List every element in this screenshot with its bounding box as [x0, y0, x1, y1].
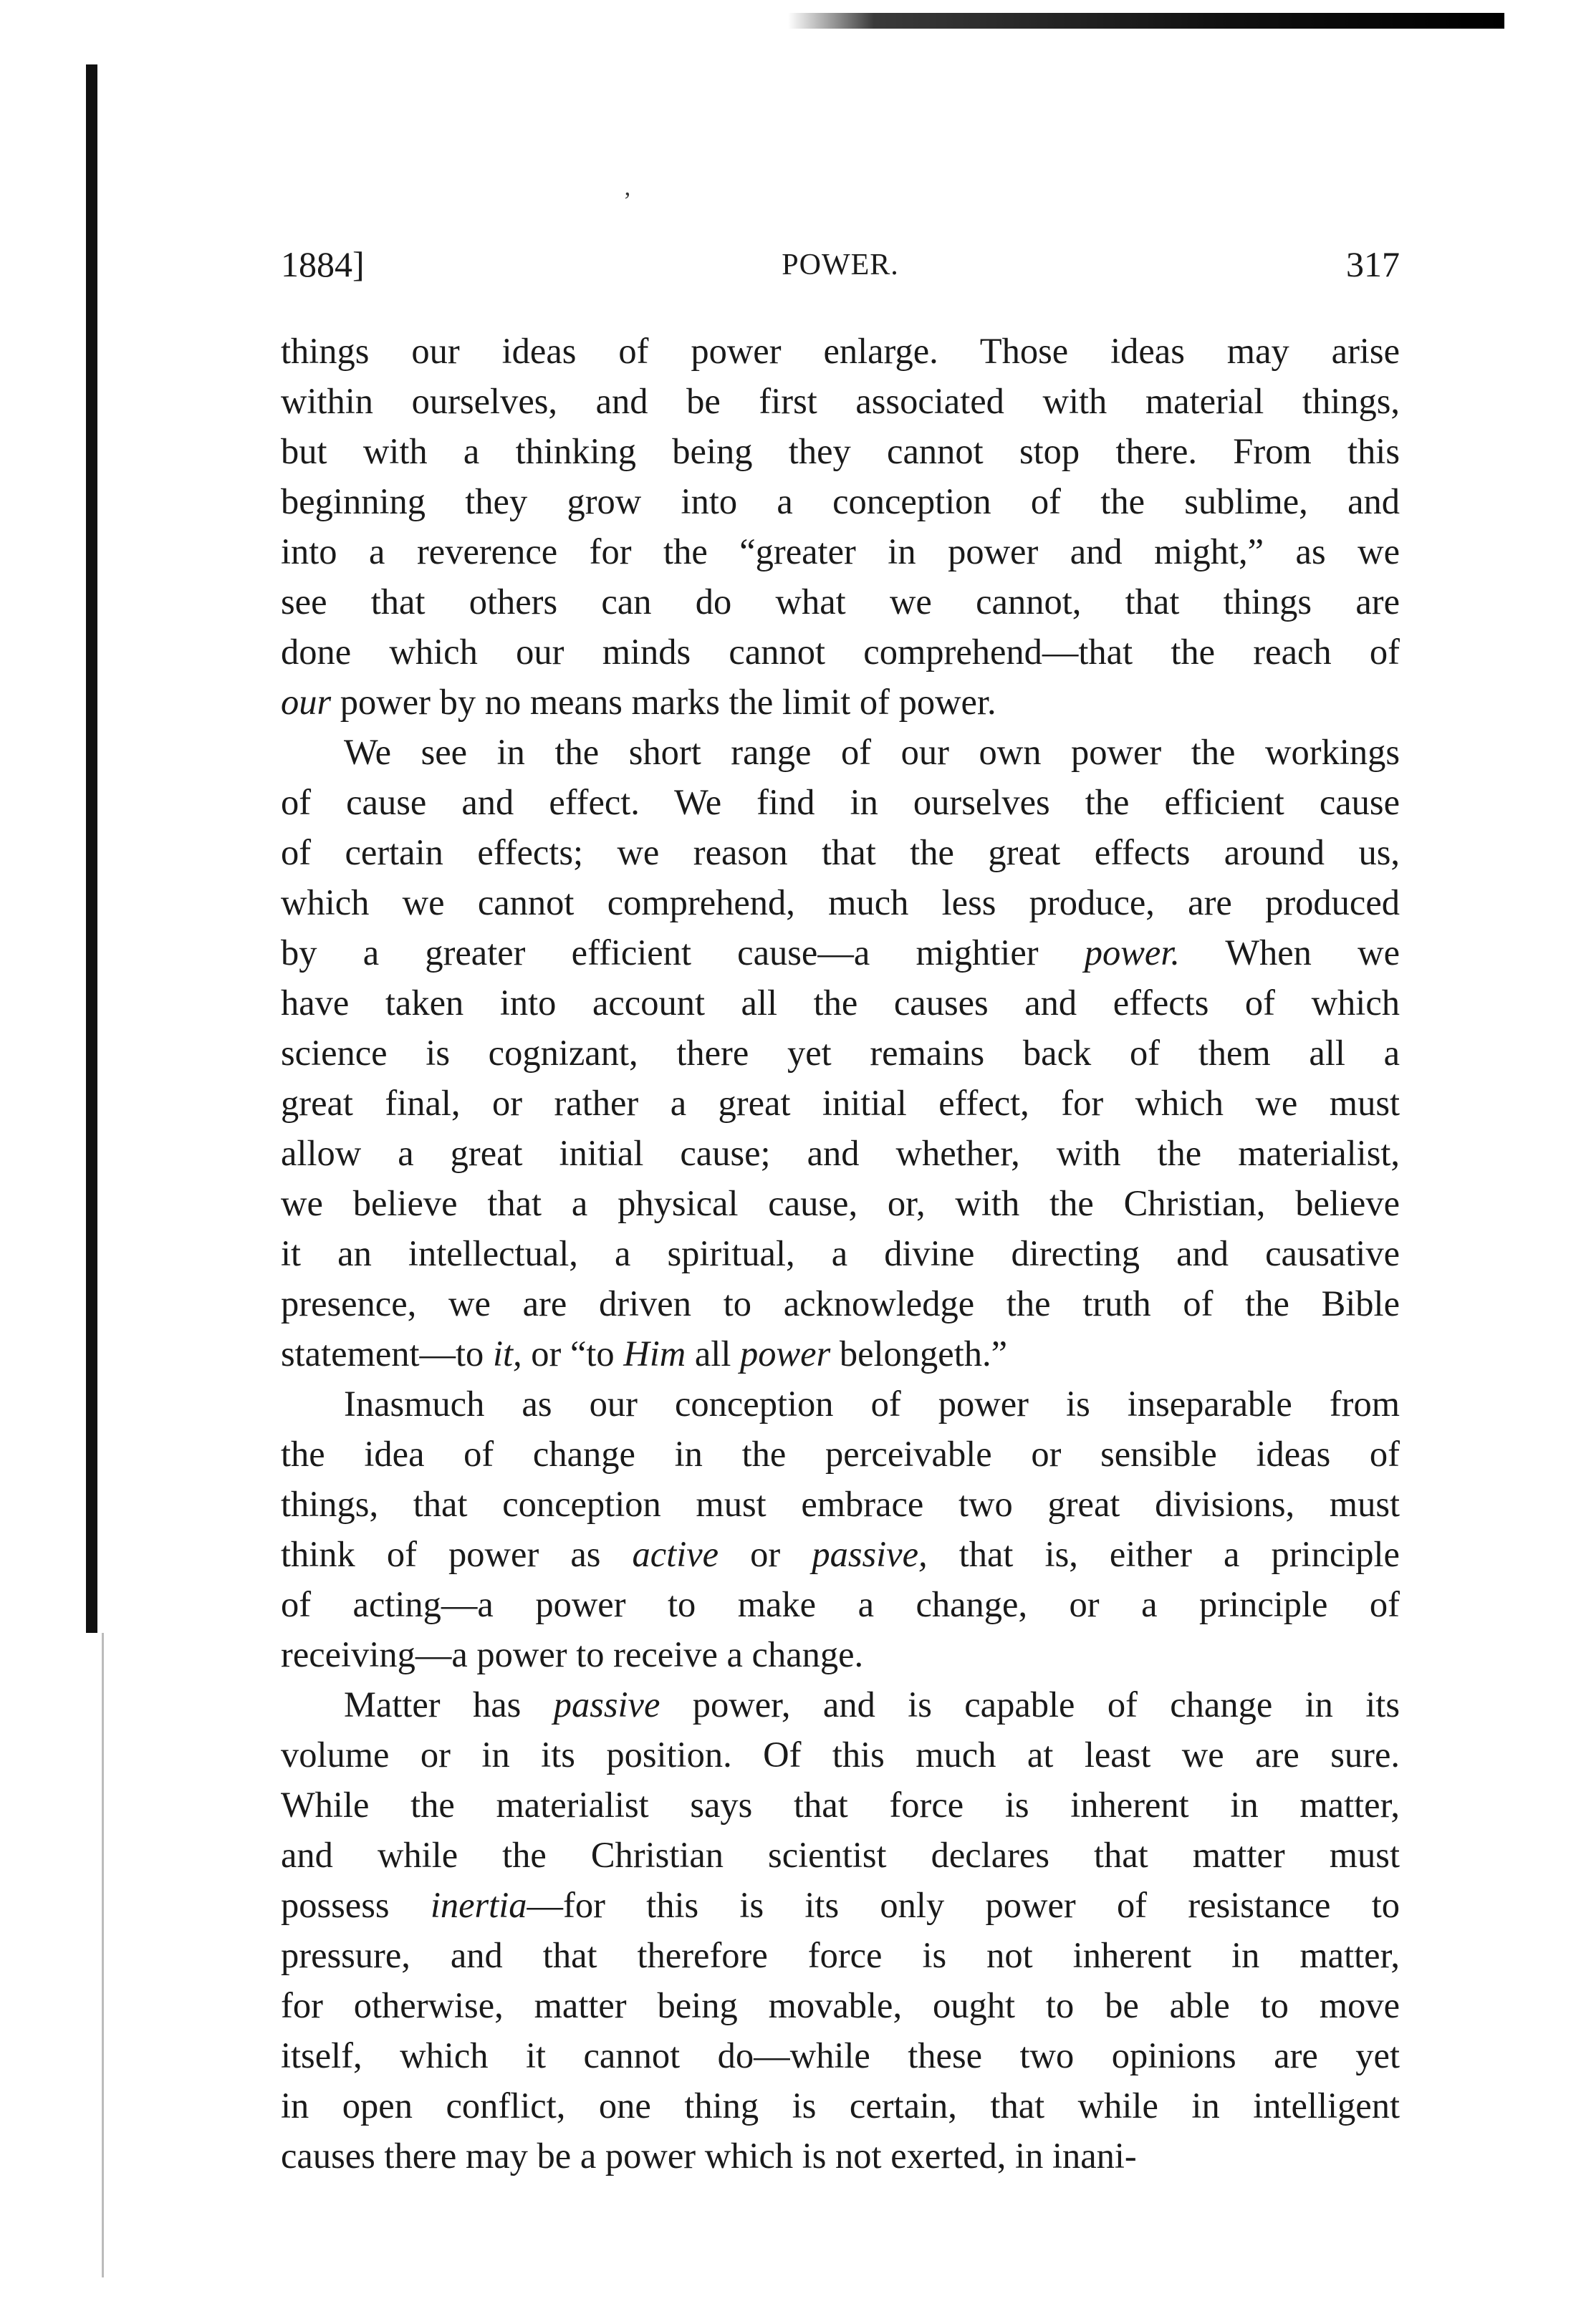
text-line: [281, 2080, 1400, 2131]
text-segment: science is cognizant, there yet remains back of them all a: [281, 1033, 1400, 1073]
text-line: [281, 1880, 1400, 1930]
text-segment: We see in the short range of our own power the workings: [344, 732, 1400, 772]
text-segment: of acting—a power to make a change, or a principle of: [281, 1584, 1400, 1624]
text-line: [281, 2131, 1400, 2181]
text-segment: power by no means marks the limit of power.: [331, 682, 996, 722]
italic-text: inertia: [430, 1885, 527, 1925]
text-segment: pressure, and that therefore force is not inherent in matter,: [281, 1935, 1400, 1975]
text-segment: and while the Christian scientist declares that matter must: [281, 1835, 1400, 1875]
text-line: [281, 326, 1400, 376]
text-segment: While the materialist says that force is inherent in matter,: [281, 1785, 1400, 1825]
text-line: [281, 1329, 1400, 1379]
text-line: [281, 727, 1400, 777]
text-segment: things our ideas of power enlarge. Those ideas may arise: [281, 331, 1400, 371]
text-segment: of certain effects; we reason that the great effects around us,: [281, 832, 1400, 872]
italic-text: Him: [623, 1334, 686, 1374]
text-line: [281, 877, 1400, 927]
text-segment: that is, either a principle: [927, 1534, 1400, 1574]
text-segment: allow a great initial cause; and whether, with the materialist,: [281, 1133, 1400, 1173]
text-segment: itself, which it cannot do—while these two opinions are yet: [281, 2035, 1400, 2075]
text-line: [281, 1579, 1400, 1629]
text-segment: which we cannot comprehend, much less produce, are produced: [281, 882, 1400, 922]
text-line: [281, 1228, 1400, 1278]
italic-text: power.: [1084, 932, 1181, 973]
text-segment: done which our minds cannot comprehend—that the reach of: [281, 632, 1400, 672]
text-line: [281, 1930, 1400, 1980]
text-line: [281, 2030, 1400, 2080]
text-line: [281, 677, 1400, 727]
paragraph: [281, 326, 1400, 727]
paragraph: [281, 1379, 1400, 1679]
ink-speck: ’: [623, 188, 632, 214]
text-segment: things, that conception must embrace two great divisions, must: [281, 1484, 1400, 1524]
text-segment: it an intellectual, a spiritual, a divine directing and causative: [281, 1233, 1400, 1273]
text-segment: into a reverence for the “greater in power and might,” as we: [281, 531, 1400, 572]
text-segment: presence, we are driven to acknowledge the truth of the Bible: [281, 1283, 1400, 1323]
text-segment: Matter has: [344, 1684, 554, 1725]
text-segment: have taken into account all the causes and effects of which: [281, 983, 1400, 1023]
italic-text: passive: [553, 1684, 660, 1725]
header-title: POWER.: [782, 249, 899, 281]
page-number: 317: [1346, 244, 1400, 284]
top-scan-rule: [788, 13, 1504, 29]
text-segment: see that others can do what we cannot, that things are: [281, 582, 1400, 622]
text-line: [281, 1078, 1400, 1128]
text-segment: power, and is capable of change in its: [660, 1684, 1400, 1725]
text-segment: the idea of change in the perceivable or sensible ideas of: [281, 1434, 1400, 1474]
page-body: [281, 326, 1400, 2181]
text-segment: all: [686, 1334, 740, 1374]
text-line: [281, 627, 1400, 677]
text-segment: receiving—a power to receive a change.: [281, 1634, 864, 1674]
text-line: [281, 1830, 1400, 1880]
running-header: [281, 244, 1400, 294]
text-line: [281, 1278, 1400, 1329]
header-year: 1884]: [281, 244, 365, 284]
italic-text: passive,: [812, 1534, 928, 1574]
text-segment: belongeth.”: [830, 1334, 1008, 1374]
paragraph: [281, 1679, 1400, 2181]
text-segment: —for this is its only power of resistance to: [527, 1885, 1400, 1925]
text-segment: but with a thinking being they cannot stop there. From this: [281, 431, 1400, 471]
text-line: [281, 1429, 1400, 1479]
text-segment: for otherwise, matter being movable, ought to be able to move: [281, 1985, 1400, 2025]
text-line: [281, 1128, 1400, 1178]
left-binding-edge: [86, 64, 97, 1633]
text-segment: great final, or rather a great initial effect, for which we must: [281, 1083, 1400, 1123]
text-line: [281, 1379, 1400, 1429]
italic-text: power: [739, 1334, 831, 1374]
left-binding-edge-faint: [102, 1633, 104, 2277]
text-segment: causes there may be a power which is not exerted, in inani-: [281, 2136, 1137, 2176]
text-segment: When we: [1180, 932, 1400, 973]
text-segment: by a greater efficient cause—a mightier: [281, 932, 1085, 973]
text-segment: or: [719, 1534, 812, 1574]
text-segment: volume or in its position. Of this much at least we are sure.: [281, 1735, 1400, 1775]
text-line: [281, 1479, 1400, 1529]
text-line: [281, 827, 1400, 877]
text-segment: statement—to: [281, 1334, 493, 1374]
text-line: [281, 1679, 1400, 1730]
text-segment: within ourselves, and be first associated with material things,: [281, 381, 1400, 421]
text-line: [281, 777, 1400, 827]
text-line: [281, 978, 1400, 1028]
text-line: [281, 376, 1400, 426]
text-segment: of cause and effect. We find in ourselves the efficient cause: [281, 782, 1400, 822]
text-segment: in open conflict, one thing is certain, that while in intelligent: [281, 2086, 1400, 2126]
italic-text: our: [281, 682, 332, 722]
italic-text: it,: [492, 1334, 522, 1374]
text-line: [281, 1629, 1400, 1679]
text-line: [281, 426, 1400, 476]
text-line: [281, 476, 1400, 526]
text-line: [281, 577, 1400, 627]
text-segment: or “to: [522, 1334, 624, 1374]
text-segment: beginning they grow into a conception of the sublime, and: [281, 481, 1400, 521]
text-line: [281, 1028, 1400, 1078]
text-segment: think of power as: [281, 1534, 633, 1574]
text-segment: we believe that a physical cause, or, with the Christian, believe: [281, 1183, 1400, 1223]
text-line: [281, 526, 1400, 577]
italic-text: active: [632, 1534, 719, 1574]
text-segment: possess: [281, 1885, 431, 1925]
text-line: [281, 1730, 1400, 1780]
text-segment: Inasmuch as our conception of power is inseparable from: [344, 1384, 1400, 1424]
text-line: [281, 1980, 1400, 2030]
text-line: [281, 1178, 1400, 1228]
paragraph: [281, 727, 1400, 1379]
text-line: [281, 1780, 1400, 1830]
text-line: [281, 1529, 1400, 1579]
text-line: [281, 927, 1400, 978]
